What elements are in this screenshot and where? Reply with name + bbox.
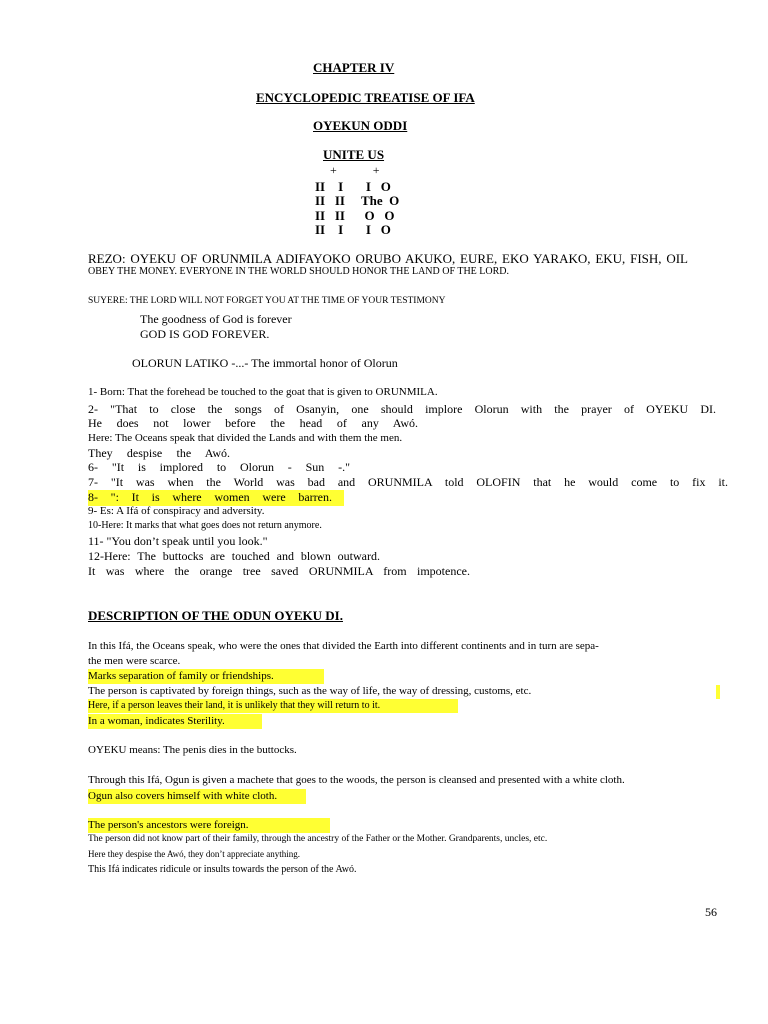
point-12-cont: It was where the orange tree saved ORUNMILA from impotence.: [88, 564, 470, 578]
plus-row: + +: [330, 163, 380, 177]
ogun-line-2: Ogun also covers himself with white cloth.: [88, 790, 278, 802]
rezo-line-2: OBEY THE MONEY. EVERYONE IN THE WORLD SHOULD HONOR THE LAND OF THE LORD.: [88, 266, 510, 277]
figure-row: II II The O: [315, 193, 400, 208]
point-6: 6- "It is implored to Olorun - Sun -.": [88, 460, 350, 474]
family-line: The person did not know part of their family, through the ancestry of the Father or the Mother. Grandparents, uncles, etc.: [88, 834, 548, 844]
sign-title: OYEKUN ODDI: [313, 118, 408, 133]
point-1: 1- Born: That the forehead be touched to the goat that is given to ORUNMILA.: [88, 386, 438, 398]
figure-row: II II O O: [315, 208, 395, 223]
margin-highlight-mark: [716, 685, 720, 699]
separation-line: Marks separation of family or friendships.: [88, 670, 274, 682]
despise-line: Here they despise the Awó, they don’t appreciate anything.: [88, 849, 300, 859]
point-12: 12-Here: The buttocks are touched and blown outward.: [88, 549, 380, 563]
unite-heading: UNITE US: [323, 147, 385, 162]
rezo-line-1: REZO: OYEKU OF ORUNMILA ADIFAYOKO ORUBO AKUKO, EURE, EKO YARAKO, EKU, FISH, OIL: [88, 251, 688, 266]
figure-row: II I I O: [315, 222, 391, 237]
suyere-verse-1: The goodness of God is forever: [140, 312, 292, 326]
treatise-title: ENCYCLOPEDIC TREATISE OF IFA: [256, 90, 475, 105]
ancestors-line: The person's ancestors were foreign.: [88, 819, 249, 831]
woman-line: In a woman, indicates Sterility.: [88, 715, 225, 727]
page-number: 56: [705, 905, 717, 919]
point-3: Here: The Oceans speak that divided the Lands and with them the men.: [88, 432, 403, 444]
captivated-line: The person is captivated by foreign things, such as the way of life, the way of dressing, customs, etc.: [88, 685, 532, 697]
description-heading: DESCRIPTION OF THE ODUN OYEKU DI.: [88, 608, 343, 623]
description-para-1: In this Ifá, the Oceans speak, who were the ones that divided the Earth into different continents and in turn are sepa-: [88, 640, 599, 652]
ridicule-line: This Ifá indicates ridicule or insults towards the person of the Awó.: [88, 864, 357, 875]
point-4: They despise the Awó.: [88, 446, 230, 460]
point-7: 7- "It was when the World was bad and ORUNMILA told OLOFIN that he would come to fix it.: [88, 475, 728, 489]
point-11: 11- "You don’t speak until you look.": [88, 534, 268, 548]
suyere-verse-2: GOD IS GOD FOREVER.: [140, 327, 270, 341]
point-2: 2- "That to close the songs of Osanyin, one should implore Olorun with the prayer of OYEKU DI.: [88, 402, 716, 416]
suyere-line: SUYERE: THE LORD WILL NOT FORGET YOU AT THE TIME OF YOUR TESTIMONY: [88, 296, 446, 306]
point-9: 9- Es: A Ifá of conspiracy and adversity.: [88, 505, 265, 517]
oyeku-line: OYEKU means: The penis dies in the buttocks.: [88, 744, 297, 756]
leaves-line: Here, if a person leaves their land, it is unlikely that they will return to it.: [88, 700, 381, 711]
point-10: 10-Here: It marks that what goes does not return anymore.: [88, 520, 322, 531]
point-2-cont: He does not lower before the head of any Awó.: [88, 416, 418, 430]
olorun-line: OLORUN LATIKO -...- The immortal honor of Olorun: [132, 356, 398, 370]
description-para-1-cont: the men were scarce.: [88, 655, 181, 667]
figure-row: II I I O: [315, 179, 391, 194]
point-8: 8- ": It is where women were barren.: [88, 490, 332, 504]
ogun-line: Through this Ifá, Ogun is given a machete that goes to the woods, the person is cleansed and presented with a white cloth.: [88, 774, 625, 786]
chapter-title: CHAPTER IV: [313, 60, 395, 75]
